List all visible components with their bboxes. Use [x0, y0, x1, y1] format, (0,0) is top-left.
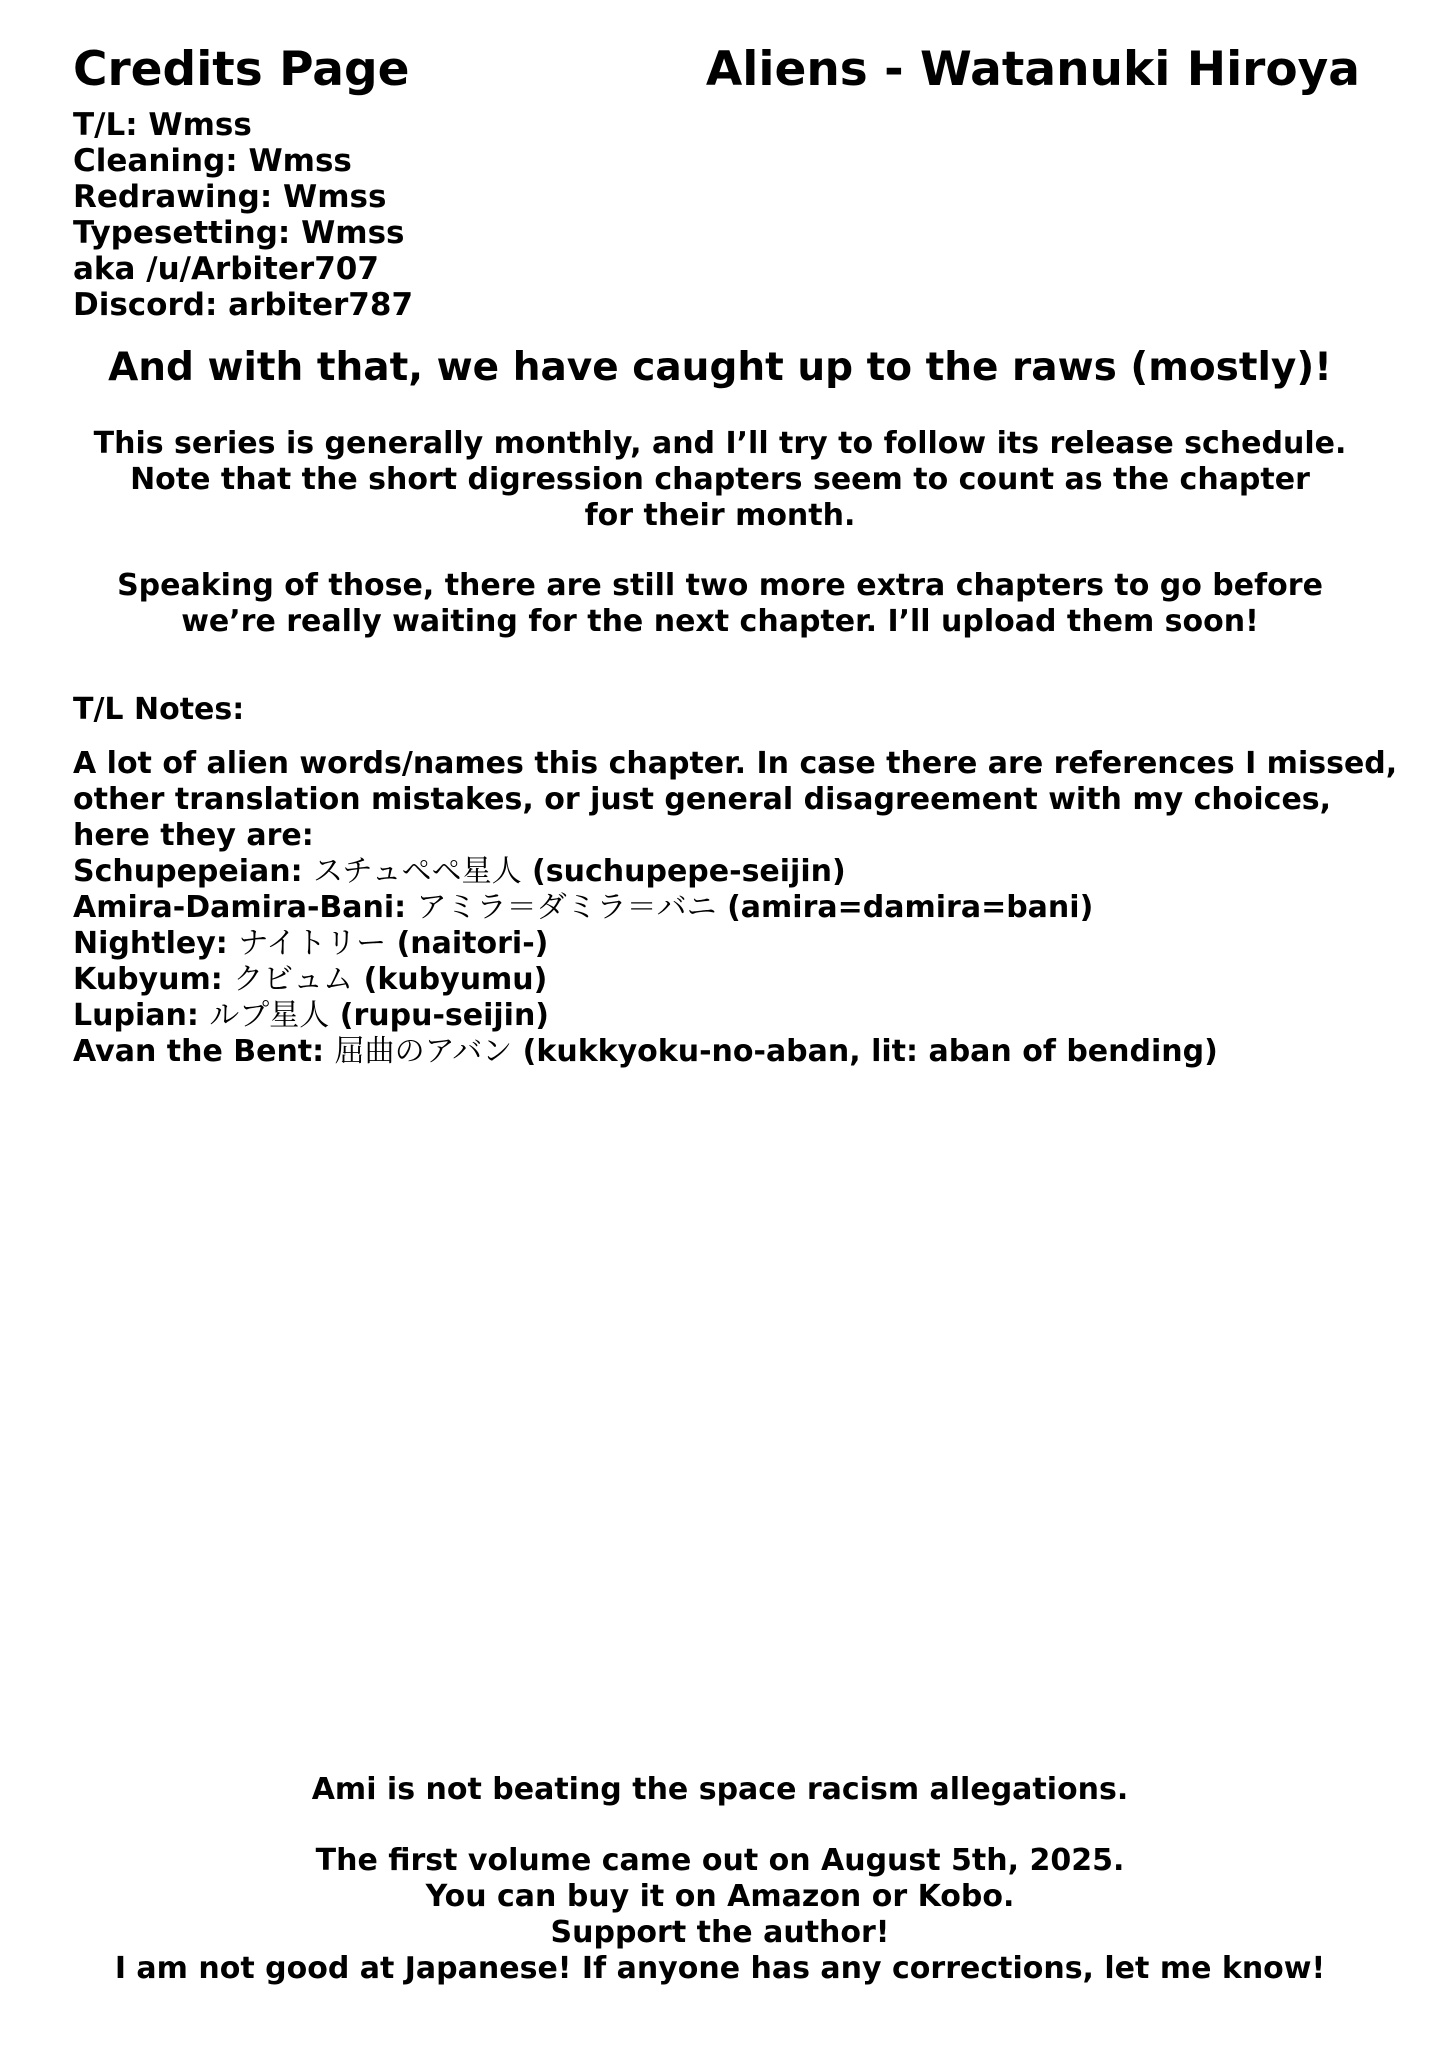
footer-racism-line: Ami is not beating the space racism allegations. — [311, 1772, 1129, 1807]
series-title: Aliens - Watanuki Hiroya — [705, 42, 1360, 97]
term-name: Amira-Damira-Bani: — [73, 890, 407, 925]
schedule-line: Note that the short digression chapters seem to count as the chapter — [130, 462, 1310, 497]
credit-alias: aka /u/Arbiter707 — [73, 251, 379, 287]
announcement-heading: And with that, we have caught up to the raws (mostly)! — [108, 345, 1332, 390]
term-name: Kubyum: — [73, 962, 223, 997]
schedule-line: This series is generally monthly, and I’ll try to follow its release schedule. — [93, 426, 1347, 461]
term-japanese: 屈曲のアバン — [334, 1034, 513, 1069]
term-row — [73, 926, 1397, 962]
term-name: Lupian: — [73, 998, 199, 1033]
term-japanese: アミラ＝ダミラ＝バニ — [416, 890, 717, 925]
term-row — [73, 962, 1397, 998]
footer-info — [0, 1843, 1440, 1987]
credit-redrawing: Redrawing: Wmss — [73, 179, 387, 215]
footer-corrections-line: I am not good at Japanese! If anyone has any corrections, let me know! — [114, 1951, 1326, 1986]
credit-translation: T/L: Wmss — [73, 107, 252, 143]
footer-buy-line: You can buy it on Amazon or Kobo. — [425, 1879, 1015, 1914]
term-row — [73, 998, 1397, 1034]
credits-page-title: Credits Page — [73, 42, 410, 97]
notes-intro-line: other translation mistakes, or just general disagreement with my choices, — [73, 782, 1332, 817]
notes-heading: T/L Notes: — [73, 692, 245, 727]
credits-list — [73, 107, 413, 323]
translation-notes — [73, 692, 1397, 1070]
term-japanese: スチュペペ星人 — [313, 854, 522, 889]
notes-intro-line: here they are: — [73, 818, 314, 853]
term-romaji: (amira=damira=bani) — [727, 890, 1094, 925]
term-romaji: (kukkyoku-no-aban, lit: aban of bending) — [522, 1034, 1218, 1069]
term-romaji: (rupu-seijin) — [339, 998, 550, 1033]
notes-intro-line: A lot of alien words/names this chapter. In case there are references I missed, — [73, 746, 1398, 781]
term-japanese: ナイトリー — [238, 926, 387, 961]
term-romaji: (naitori-) — [396, 926, 549, 961]
extras-line: Speaking of those, there are still two more extra chapters to go before — [117, 568, 1323, 603]
term-japanese: ルプ星人 — [209, 998, 330, 1033]
term-row — [73, 854, 1397, 890]
extras-line: we’re really waiting for the next chapter. I’ll upload them soon! — [181, 604, 1259, 639]
term-romaji: (suchupepe-seijin) — [532, 854, 846, 889]
schedule-line: for their month. — [584, 498, 856, 533]
footer-volume-line: The first volume came out on August 5th, 2025. — [315, 1843, 1125, 1878]
credit-cleaning: Cleaning: Wmss — [73, 143, 352, 179]
term-japanese: クビュム — [233, 962, 354, 997]
term-name: Nightley: — [73, 926, 228, 961]
term-name: Avan the Bent: — [73, 1034, 325, 1069]
credit-discord: Discord: arbiter787 — [73, 287, 414, 323]
term-name: Schupepeian: — [73, 854, 303, 889]
schedule-paragraph — [0, 426, 1440, 534]
term-row — [73, 890, 1397, 926]
footer-support-line: Support the author! — [550, 1915, 890, 1950]
credit-typesetting: Typesetting: Wmss — [73, 215, 405, 251]
term-row — [73, 1034, 1397, 1070]
term-romaji: (kubyumu) — [363, 962, 548, 997]
extras-paragraph — [0, 568, 1440, 640]
